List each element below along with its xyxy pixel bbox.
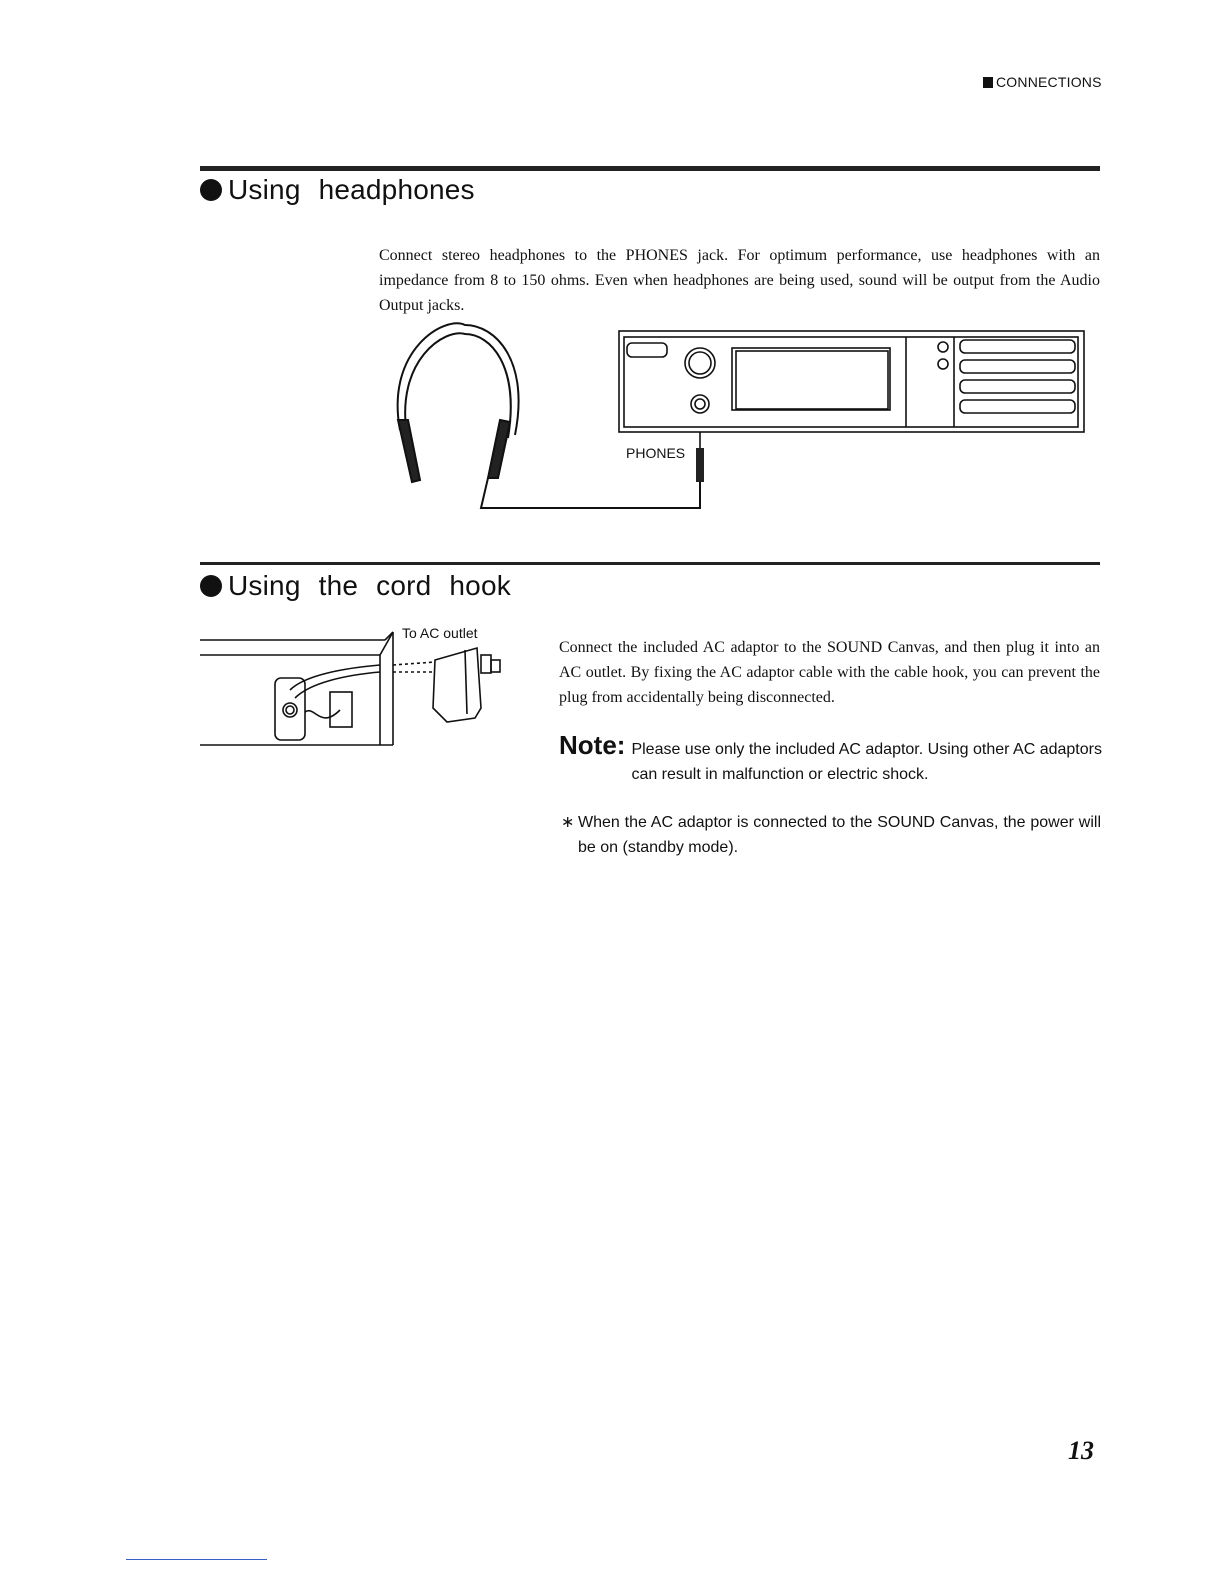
section-header-label: CONNECTIONS [996,74,1102,90]
headphones-connection-figure [370,320,1100,520]
footer-rule [126,1559,267,1560]
section-divider [200,562,1100,565]
section-divider [200,166,1100,171]
cord-hook-figure [195,620,515,750]
heading-word: hook [449,570,511,601]
ac-outlet-label: To AC outlet [402,625,478,641]
heading-word: cord [376,570,432,601]
note-label: Note: [559,730,626,760]
heading-word: Using [228,174,301,205]
note-text: Please use only the included AC adaptor. Using other AC adaptors can result in malfunction or electric shock. [631,741,1102,783]
heading-word: the [318,570,359,601]
page-number: 13 [1068,1436,1094,1465]
square-bullet-icon [983,77,993,88]
sound-canvas-unit [619,331,1084,448]
heading-using-the-cord-hook [200,570,529,602]
bullet-icon [200,575,222,597]
bullet-icon [200,179,222,201]
phones-jack-label: PHONES [626,445,686,461]
heading-word: headphones [318,174,475,205]
heading-using-headphones [200,174,493,206]
section-header [983,74,1102,90]
asterisk-icon: ∗ [561,814,575,831]
phones-plug-icon [696,448,704,482]
standby-aside [561,810,1101,860]
headphones-paragraph: Connect stereo headphones to the PHONES jack. For optimum performance, use headphones with an impedance from 8 to 150 ohms. Even when headphones are being used, sound will be output from the Audio Output jacks. [379,247,1100,314]
standby-aside-text: When the AC adaptor is connected to the SOUND Canvas, the power will be on (standby mode). [578,814,1101,856]
heading-word: Using [228,570,301,601]
cord-hook-paragraph: Connect the included AC adaptor to the SOUND Canvas, and then plug it into an AC outlet. By fixing the AC adaptor cable with the cable hook, you can prevent the plug from accidentally being disconnected. [559,639,1100,706]
note-block [559,730,1104,787]
headphones-icon [398,323,700,508]
ac-adaptor-cord-icon [200,632,500,745]
